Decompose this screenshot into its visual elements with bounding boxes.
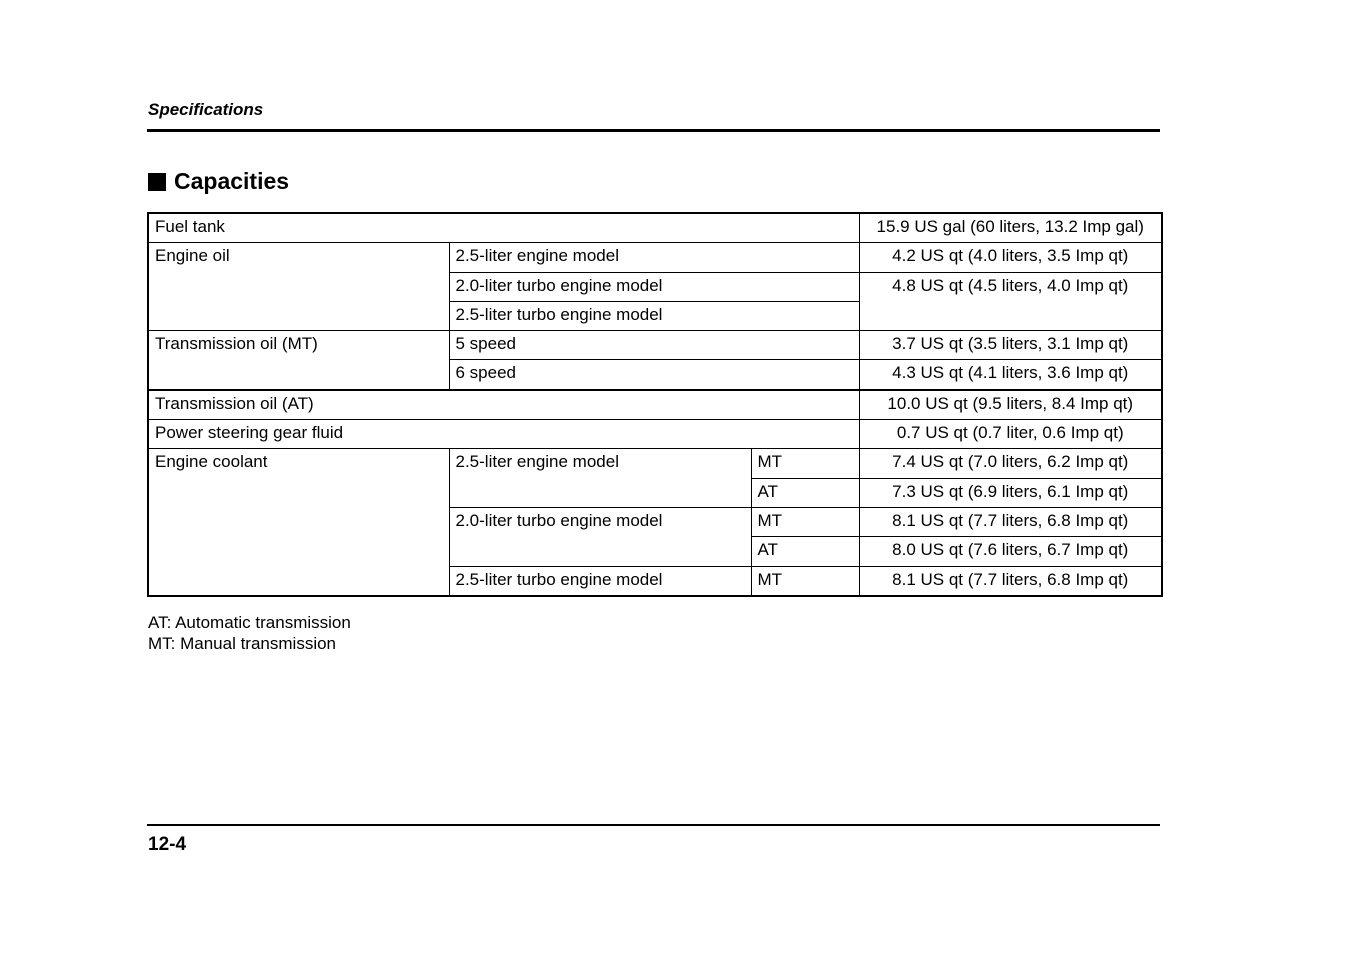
value-cell: 3.7 US qt (3.5 liters, 3.1 Imp qt) — [859, 331, 1162, 360]
row-label-engine-oil: Engine oil — [148, 243, 449, 331]
title-text: Capacities — [174, 168, 290, 194]
transmission-cell: MT — [751, 566, 859, 596]
model-cell: 2.5-liter engine model — [449, 243, 859, 272]
table-row — [148, 331, 1162, 360]
value-cell: 0.7 US qt (0.7 liter, 0.6 Imp qt) — [859, 420, 1162, 449]
value-cell: 4.2 US qt (4.0 liters, 3.5 Imp qt) — [859, 243, 1162, 272]
transmission-cell: MT — [751, 449, 859, 478]
row-label-engine-coolant: Engine coolant — [148, 449, 449, 596]
capacities-table — [147, 212, 1163, 597]
value-cell: 4.8 US qt (4.5 liters, 4.0 Imp qt) — [859, 272, 1162, 331]
value-cell: 10.0 US qt (9.5 liters, 8.4 Imp qt) — [859, 390, 1162, 420]
bullet-square-icon — [148, 173, 166, 191]
notes — [148, 612, 351, 654]
row-label-power-steering: Power steering gear fluid — [148, 420, 859, 449]
row-label-transmission-oil-mt: Transmission oil (MT) — [148, 331, 449, 390]
transmission-cell: AT — [751, 478, 859, 507]
model-cell: 2.0-liter turbo engine model — [449, 272, 859, 301]
model-cell: 2.0-liter turbo engine model — [449, 507, 751, 566]
spec-cell: 6 speed — [449, 360, 859, 390]
value-cell: 7.3 US qt (6.9 liters, 6.1 Imp qt) — [859, 478, 1162, 507]
footer-rule — [147, 824, 1160, 826]
value-cell: 4.3 US qt (4.1 liters, 3.6 Imp qt) — [859, 360, 1162, 390]
value-cell: 8.1 US qt (7.7 liters, 6.8 Imp qt) — [859, 507, 1162, 536]
model-cell: 2.5-liter turbo engine model — [449, 566, 751, 596]
row-label-transmission-oil-at: Transmission oil (AT) — [148, 390, 859, 420]
value-cell: 8.1 US qt (7.7 liters, 6.8 Imp qt) — [859, 566, 1162, 596]
section-header: Specifications — [148, 100, 264, 119]
table-row — [148, 420, 1162, 449]
note-mt: MT: Manual transmission — [148, 634, 337, 653]
table-row — [148, 390, 1162, 420]
note-at: AT: Automatic transmission — [148, 613, 351, 632]
page-number: 12-4 — [148, 834, 187, 855]
model-cell: 2.5-liter engine model — [449, 449, 751, 508]
row-label-fuel-tank: Fuel tank — [148, 213, 859, 243]
header-rule — [147, 129, 1160, 132]
table-row — [148, 449, 1162, 478]
table-row — [148, 243, 1162, 272]
model-cell: 2.5-liter turbo engine model — [449, 301, 859, 330]
value-cell: 15.9 US gal (60 liters, 13.2 Imp gal) — [859, 213, 1162, 243]
value-cell: 8.0 US qt (7.6 liters, 6.7 Imp qt) — [859, 537, 1162, 566]
value-cell: 7.4 US qt (7.0 liters, 6.2 Imp qt) — [859, 449, 1162, 478]
transmission-cell: AT — [751, 537, 859, 566]
spec-cell: 5 speed — [449, 331, 859, 360]
transmission-cell: MT — [751, 507, 859, 536]
page-title — [148, 168, 289, 195]
table-row — [148, 213, 1162, 243]
